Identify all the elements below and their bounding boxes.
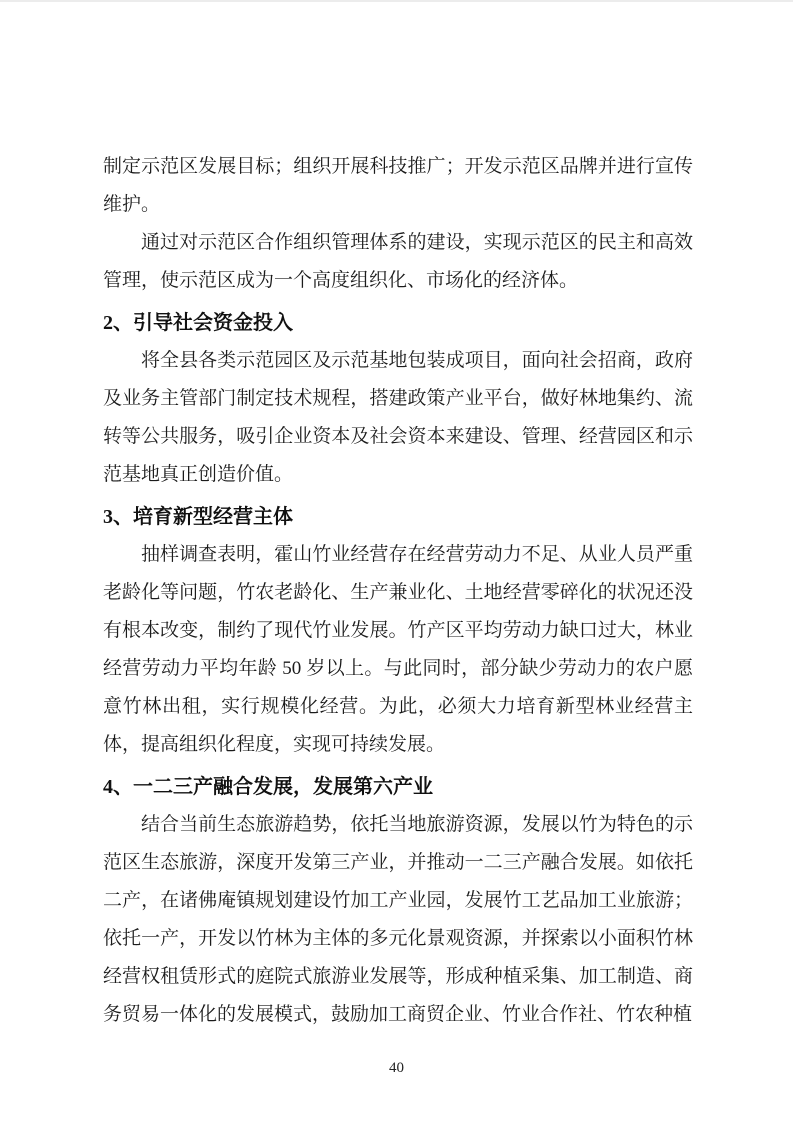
- paragraph-management-system: 通过对示范区合作组织管理体系的建设，实现示范区的民主和高效管理，使示范区成为一个高度组织化、市场化的经济体。: [103, 232, 693, 291]
- section-heading-4: 4、一二三产融合发展，发展第六产业: [103, 776, 433, 798]
- paragraph-section-3: 抽样调查表明，霍山竹业经营存在经营劳动力不足、从业人员严重老龄化等问题，竹农老龄化、生产兼业化、土地经营零碎化的状况还没有根本改变，制约了现代竹业发展。竹产区平均劳动力缺口过大，林业经营劳动力平均年龄 50 岁以上。与此同时，部分缺少劳动力的农户愿意竹林出租，实行规模化经营。为此，必须大力培育新型林业经营主体，提高组织化程度，实现可持续发展。: [103, 544, 693, 755]
- page-content: [103, 148, 693, 1034]
- section-heading-2: 2、引导社会资金投入: [103, 312, 293, 334]
- section-heading-3: 3、培育新型经营主体: [103, 506, 293, 528]
- page-number: 40: [389, 1060, 404, 1076]
- paragraph-continuation: 制定示范区发展目标；组织开展科技推广；开发示范区品牌并进行宣传维护。: [103, 156, 693, 215]
- paragraph-section-4: 结合当前生态旅游趋势，依托当地旅游资源，发展以竹为特色的示范区生态旅游，深度开发第三产业，并推动一二三产融合发展。如依托二产，在诸佛庵镇规划建设竹加工产业园，发展竹工艺品加工业旅游；依托一产，开发以竹林为主体的多元化景观资源，并探索以小面积竹林经营权租赁形式的庭院式旅游业发展等，形成种植采集、加工制造、商务贸易一体化的发展模式，鼓励加工商贸企业、竹业合作社、竹农种植: [103, 814, 693, 1025]
- paragraph-section-2: 将全县各类示范园区及示范基地包装成项目，面向社会招商，政府及业务主管部门制定技术规程，搭建政策产业平台，做好林地集约、流转等公共服务，吸引企业资本及社会资本来建设、管理、经营园区和示范基地真正创造价值。: [103, 350, 693, 485]
